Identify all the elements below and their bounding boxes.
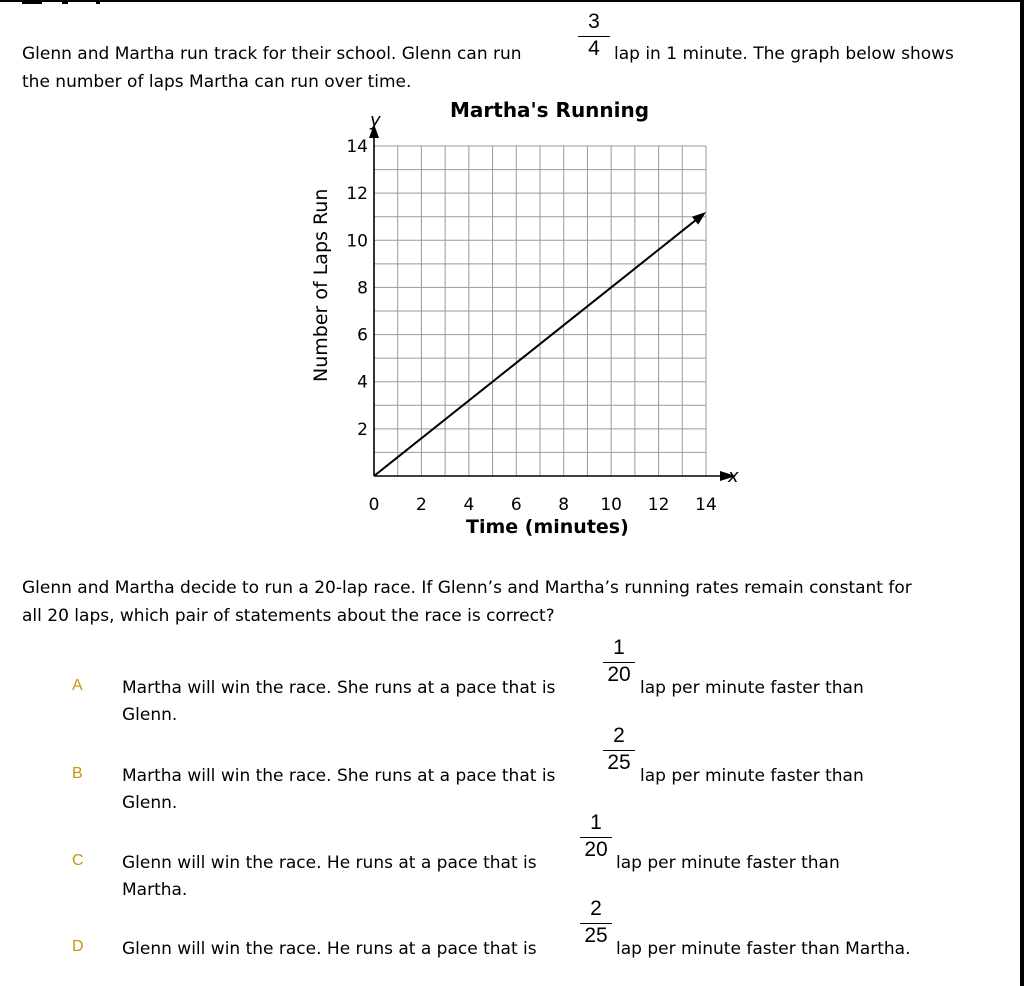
choice-b-text-cont: Glenn.: [122, 793, 178, 813]
x-tick-label: 0: [368, 495, 380, 515]
fraction-numerator: 1: [603, 636, 635, 663]
choice-a-fraction: [603, 636, 635, 687]
x-axis-letter: x: [728, 466, 739, 487]
choice-a-text-cont: Glenn.: [122, 705, 178, 725]
chart-title: Martha's Running: [450, 98, 650, 122]
fraction-numerator: 2: [580, 897, 612, 924]
y-tick-label: 10: [346, 231, 368, 252]
chart-x-axis-label: Time (minutes): [466, 516, 629, 538]
choice-a-text-end: lap per minute faster than: [640, 678, 864, 698]
fraction-denominator: 25: [584, 924, 608, 947]
choice-b-text-end: lap per minute faster than: [640, 766, 864, 786]
x-tick-label: 10: [600, 495, 622, 515]
x-tick-label: 2: [416, 495, 427, 515]
y-tick-label: 8: [357, 278, 368, 299]
choice-d-text-end: lap per minute faster than Martha.: [616, 939, 911, 959]
choice-a-text[interactable]: Martha will win the race. She runs at a pace that is: [122, 678, 556, 698]
fraction-denominator: 4: [588, 37, 600, 60]
fraction-numerator: 1: [580, 811, 612, 838]
choice-d-text[interactable]: Glenn will win the race. He runs at a pace that is: [122, 939, 537, 959]
worksheet-page: [0, 2, 1020, 986]
choice-c-text-end: lap per minute faster than: [616, 853, 840, 873]
x-tick-label: 12: [647, 495, 670, 515]
choice-a-letter: A: [72, 677, 83, 694]
intro-line1-start: Glenn and Martha run track for their school. Glenn can run: [22, 44, 522, 64]
choice-d-fraction: [580, 897, 612, 948]
choice-c-letter: C: [72, 852, 84, 869]
choice-c-text-cont: Martha.: [122, 880, 188, 900]
y-tick-label: 14: [346, 137, 368, 157]
fraction-denominator: 20: [584, 838, 608, 861]
y-tick-label: 4: [357, 372, 368, 393]
choice-b-letter: B: [72, 765, 83, 782]
question-line1: Glenn and Martha decide to run a 20-lap race. If Glenn’s and Martha’s running rates remain constant for: [22, 578, 912, 598]
series-line-martha: [374, 219, 697, 476]
choice-c-fraction: [580, 811, 612, 862]
y-tick-label: 6: [357, 325, 368, 346]
x-tick-label: 8: [558, 495, 570, 515]
y-axis-letter: y: [370, 110, 381, 131]
choice-c-text[interactable]: Glenn will win the race. He runs at a pace that is: [122, 853, 537, 873]
y-tick-label: 12: [346, 184, 368, 205]
chart-plot: [0, 2, 1020, 986]
chart-y-axis-label: Number of Laps Run: [310, 188, 332, 382]
fraction-numerator: 2: [603, 724, 635, 751]
intro-line2: the number of laps Martha can run over time.: [22, 72, 412, 92]
x-tick-label: 4: [463, 495, 475, 515]
x-tick-label: 6: [510, 495, 522, 515]
fraction-numerator: 3: [578, 10, 610, 37]
fraction-denominator: 25: [607, 751, 631, 774]
choice-d-letter: D: [72, 938, 84, 955]
choice-b-text[interactable]: Martha will win the race. She runs at a pace that is: [122, 766, 556, 786]
y-tick-label: 2: [357, 419, 368, 440]
question-line2: all 20 laps, which pair of statements about the race is correct?: [22, 606, 555, 626]
intro-line1-end: lap in 1 minute. The graph below shows: [614, 44, 954, 64]
choice-b-fraction: [603, 724, 635, 775]
fraction-denominator: 20: [607, 663, 631, 686]
x-tick-label: 14: [695, 495, 717, 515]
